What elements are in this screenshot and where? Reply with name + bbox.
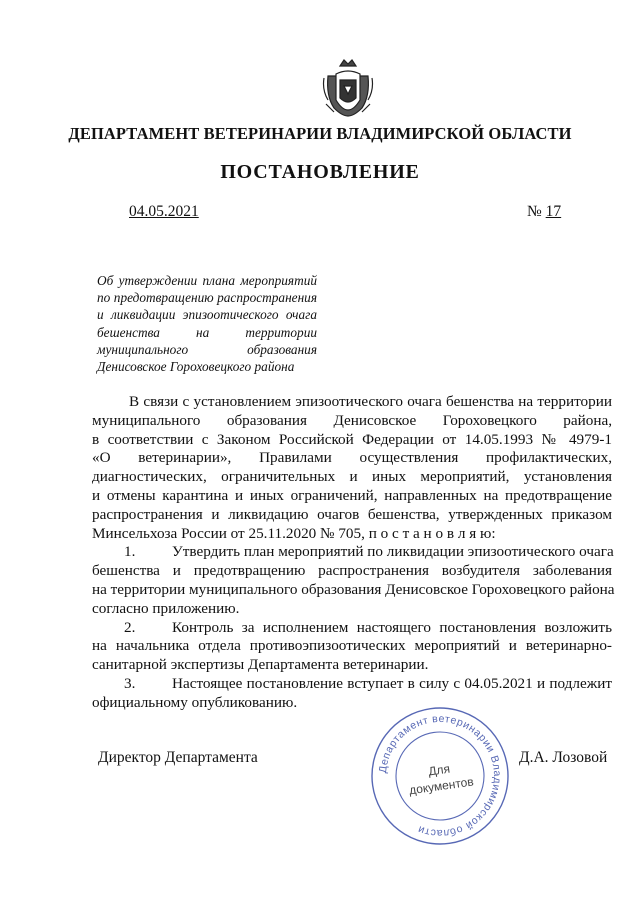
number-sign: № <box>527 203 542 220</box>
stamp-center-line: Для <box>427 761 451 779</box>
department-title: ДЕПАРТАМЕНТ ВЕТЕРИНАРИИ ВЛАДИМИРСКОЙ ОБЛАСТИ <box>68 124 572 143</box>
subject-line: Денисовское Гороховецкого района <box>97 359 295 375</box>
item-3-line: официальному опубликованию. <box>92 693 298 711</box>
signatory-position: Директор Департамента <box>98 749 258 766</box>
subject-line: по предотвращению распространения <box>97 290 317 306</box>
preamble-line: диагностических, ограничительных и иных мероприятий, установления <box>92 468 612 486</box>
item-1-line: согласно приложению. <box>92 599 240 617</box>
document-number <box>527 203 561 221</box>
item-1-line: 1. Утвердить план мероприятий по ликвидации эпизоотического очага <box>124 543 614 561</box>
item-number: 1. <box>124 543 136 561</box>
item-2-line: на начальника отдела противоэпизоотических мероприятий и ветеринарно- <box>92 637 612 655</box>
stamp-ring-text: Департамент ветеринарии Владимирской области <box>376 712 504 840</box>
preamble-line: В связи с установлением эпизоотического очага бешенства на территории <box>129 393 612 410</box>
preamble-line: распространения и ликвидацию очагов бешенства, утвержденных приказом <box>92 505 612 523</box>
signatory-name: Д.А. Лозовой <box>519 749 608 766</box>
item-1-line: бешенства и предотвращению распространения возбудителя заболевания <box>92 562 612 580</box>
subject-line: Об утверждении плана мероприятий <box>97 273 317 288</box>
item-number: 3. <box>124 674 136 692</box>
preamble-line: муниципального образования Денисовское Гороховецкого района, <box>92 411 612 429</box>
stamp-center-line: документов <box>408 774 475 798</box>
item-2-line: санитарной экспертизы Департамента ветеринарии. <box>92 656 429 674</box>
subject-line: и ликвидации эпизоотического очага <box>97 307 317 323</box>
item-1-line: на территории муниципального образования Денисовское Гороховецкого района <box>92 580 615 598</box>
preamble-line: в соответствии с Законом Российской Федерации от 14.05.1993 № 4979-1 <box>92 430 612 448</box>
item-number: 2. <box>124 618 136 636</box>
coat-of-arms-emblem <box>322 56 374 118</box>
document-date: 04.05.2021 <box>129 203 199 220</box>
number-value: 17 <box>545 203 562 220</box>
document-type-heading: ПОСТАНОВЛЕНИЕ <box>220 161 420 183</box>
official-stamp <box>368 704 512 848</box>
subject-line: бешенства на территории <box>97 324 317 340</box>
preamble-line: «О ветеринарии», Правилами осуществления профилактических, <box>92 449 612 467</box>
document-body <box>92 393 615 713</box>
preamble-line: и отмены карантина и иных ограничений, направленных на предотвращение <box>92 486 612 504</box>
subject-line: муниципального образования <box>97 341 317 357</box>
item-3-line: 3. Настоящее постановление вступает в силу с 04.05.2021 и подлежит <box>124 674 612 692</box>
preamble-line: Минсельхоза России от 25.11.2020 № 705, п о с т а н о в л я ю: <box>92 524 496 542</box>
item-2-line: 2. Контроль за исполнением настоящего постановления возложить <box>124 618 612 636</box>
subject-block <box>97 272 317 375</box>
